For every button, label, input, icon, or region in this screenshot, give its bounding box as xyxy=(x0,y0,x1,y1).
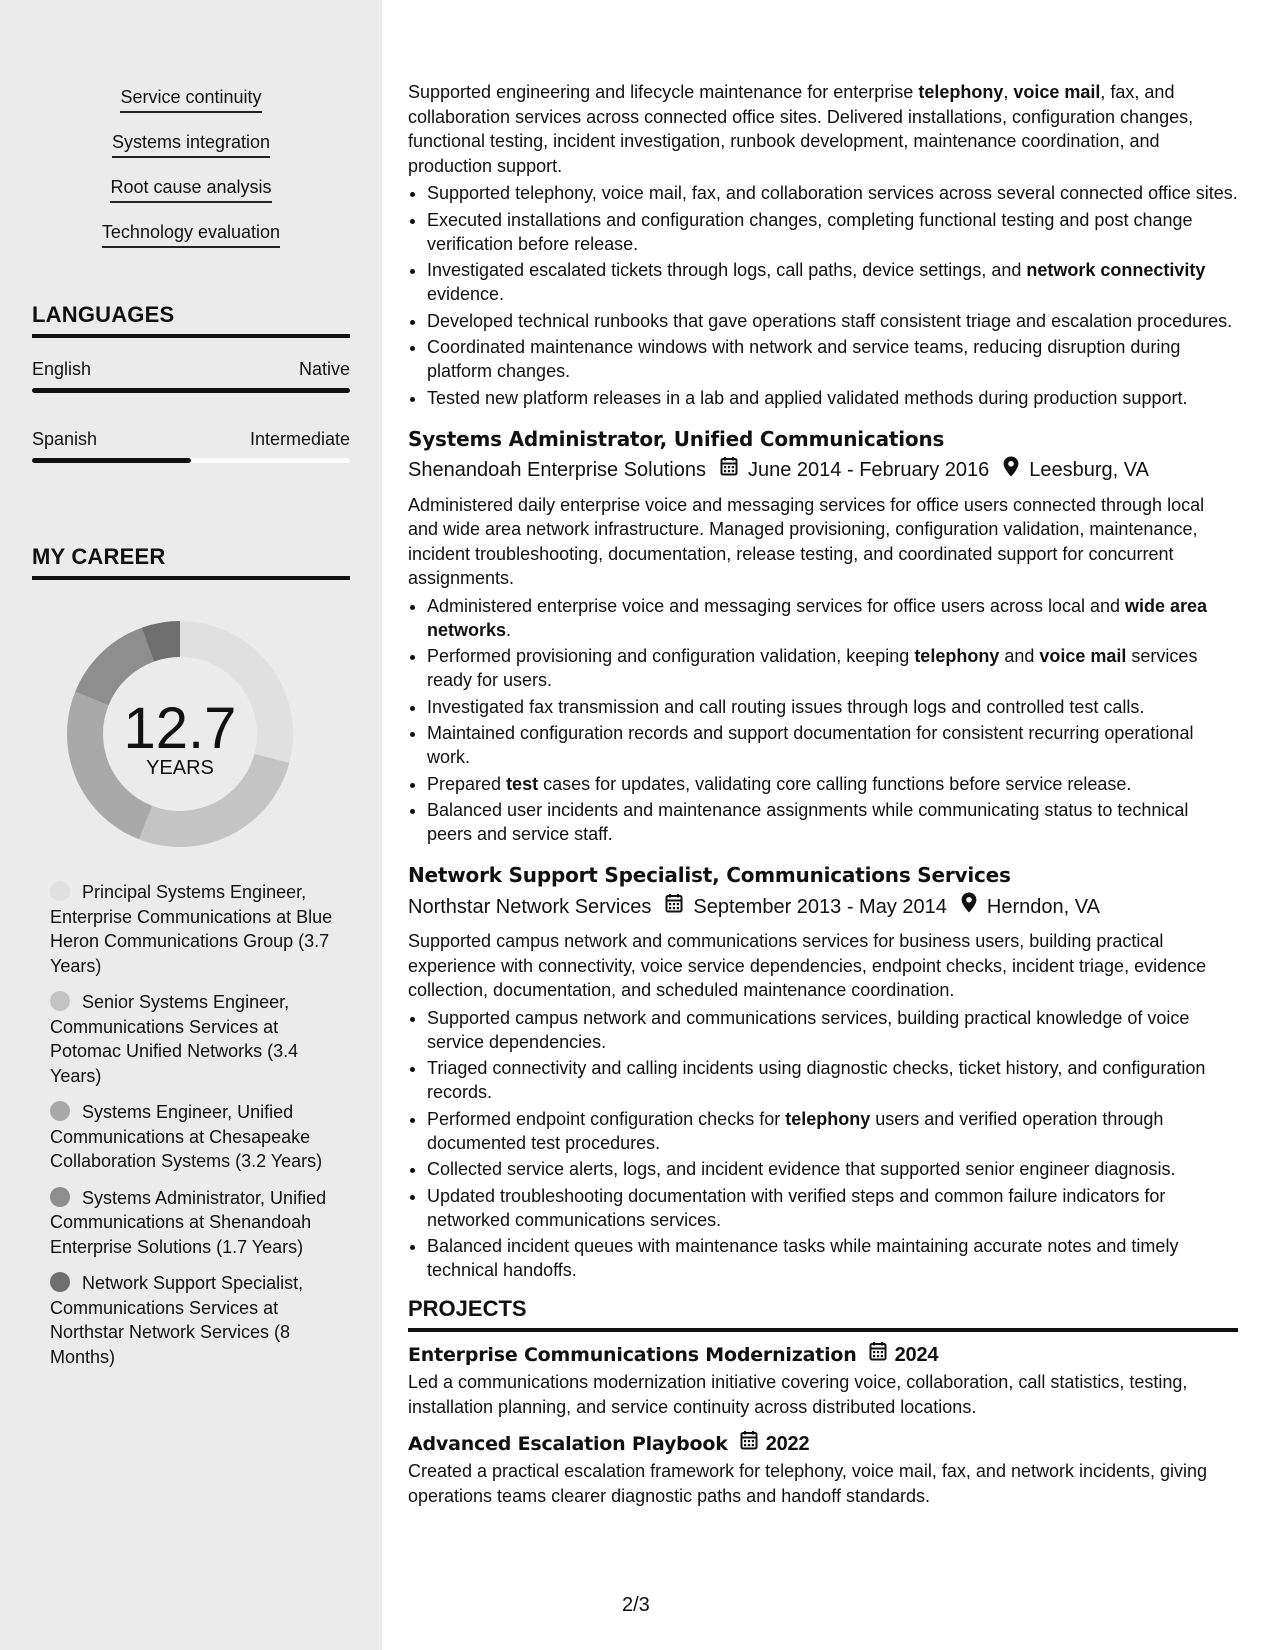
main-content xyxy=(408,0,1238,1650)
project-description: Led a communications modernization initiative covering voice, collaboration, call statistics, testing, installation planning, and service continuity across distributed locations. xyxy=(408,1372,1188,1417)
bullet-item: • Balanced incident queues with maintenance tasks while maintaining accurate notes and timely technical handoffs. xyxy=(427,1234,1238,1282)
bullet-item: • Developed technical runbooks that gave operations staff consistent triage and escalation procedures. xyxy=(427,309,1238,333)
job-meta xyxy=(408,456,1238,485)
project-title-row xyxy=(408,1340,1238,1370)
bullet-item: • Supported campus network and communications services, building practical knowledge of voice service dependencies. xyxy=(427,1006,1238,1054)
project-entry xyxy=(408,1340,1238,1419)
legend-item xyxy=(50,880,350,978)
location-pin-icon xyxy=(961,892,977,921)
career-donut-chart xyxy=(62,616,298,852)
bullet-item: • Collected service alerts, logs, and incident evidence that supported senior engineer diagnosis. xyxy=(427,1157,1238,1181)
project-description: Created a practical escalation framework for telephony, voice mail, fax, and network incidents, giving operations teams clearer diagnostic paths and handoff standards. xyxy=(408,1461,1208,1506)
job-meta xyxy=(408,892,1238,921)
bullet-item: • Updated troubleshooting documentation with verified steps and common failure indicators for networked communications services. xyxy=(427,1184,1238,1232)
bullet-item: • Maintained configuration records and support documentation for consistent recurring operational work. xyxy=(427,721,1238,769)
legend-item xyxy=(50,1186,350,1260)
skill-item: Technology evaluation xyxy=(102,221,280,248)
legend-label: Systems Engineer, Unified Communications at Chesapeake Collaboration Systems (3.2 Years) xyxy=(50,1102,323,1171)
bullet-item: • Performed endpoint configuration checks for telephony users and verified operation through documented test procedures. xyxy=(427,1107,1238,1155)
location-pin-icon xyxy=(1003,456,1019,485)
language-spanish xyxy=(32,428,350,463)
bullet-item: • Performed provisioning and configuration validation, keeping telephony and voice mail services ready for users. xyxy=(427,644,1238,692)
job-description: Supported engineering and lifecycle maintenance for enterprise telephony, voice mail, fax, and collaboration services across connected office sites. Delivered installations, configuration changes, functional testing, incident investigation, runbook development, maintenance coordination, and production support. xyxy=(408,82,1194,176)
skill-item: Root cause analysis xyxy=(110,176,271,203)
project-year: 2022 xyxy=(765,1433,810,1455)
bullet-item: • Investigated fax transmission and call routing issues through logs and controlled test calls. xyxy=(427,695,1238,719)
language-level: Native xyxy=(298,359,350,379)
job-dates: June 2014 - February 2016 xyxy=(748,459,990,481)
languages-heading: LANGUAGES xyxy=(32,302,350,338)
job-bullets xyxy=(408,594,1238,847)
legend-dot-icon xyxy=(50,991,70,1011)
sidebar xyxy=(0,0,382,1650)
career-legend xyxy=(50,880,350,1381)
legend-label: Systems Administrator, Unified Communications at Shenandoah Enterprise Solutions (1.7 Years) xyxy=(50,1187,327,1257)
job-title: Systems Administrator, Unified Communications xyxy=(408,426,945,451)
skills-list xyxy=(0,86,382,266)
legend-item xyxy=(50,1271,350,1369)
career-total: 12.7 xyxy=(123,696,237,761)
job-entry-3 xyxy=(408,860,1238,1282)
bullet-item: • Executed installations and configuration changes, completing functional testing and post change verification before release. xyxy=(427,208,1238,256)
legend-label: Network Support Specialist, Communications Services at Northstar Network Services (8 Months) xyxy=(50,1273,304,1367)
bullet-item: • Tested new platform releases in a lab and applied validated methods during production support. xyxy=(427,386,1238,410)
language-bar xyxy=(32,388,350,393)
language-name: Spanish xyxy=(32,429,98,449)
legend-dot-icon xyxy=(50,881,70,901)
job-description: Administered daily enterprise voice and messaging services for office users connected through local and wide area network infrastructure. Managed provisioning, configuration validation, maintenance, incident troubleshooting, documentation, release testing, and coordinated support for concurrent assignments. xyxy=(408,494,1205,588)
projects-heading: PROJECTS xyxy=(408,1296,1238,1332)
experience-flow xyxy=(408,80,1238,1508)
career-unit: YEARS xyxy=(146,757,214,779)
legend-label: Senior Systems Engineer, Communications Services at Potomac Unified Networks (3.4 Years) xyxy=(50,992,299,1086)
project-title: Advanced Escalation Playbook xyxy=(408,1433,728,1455)
job-bullets xyxy=(408,1006,1238,1283)
job-bullets xyxy=(408,181,1238,410)
donut-segment-4 xyxy=(75,628,154,705)
bullet-item: • Coordinated maintenance windows with network and service teams, reducing disruption during platform changes. xyxy=(427,335,1238,383)
project-title-row xyxy=(408,1429,1238,1459)
calendar-icon xyxy=(740,1429,758,1459)
project-entry xyxy=(408,1429,1238,1508)
bullet-item: • Prepared test cases for updates, validating core calling functions before service release. xyxy=(427,772,1238,796)
career-heading: MY CAREER xyxy=(32,544,350,580)
legend-dot-icon xyxy=(50,1101,70,1121)
language-bar-fill xyxy=(32,388,350,393)
language-level: Intermediate xyxy=(249,429,350,449)
language-bar xyxy=(32,458,350,463)
job-dates: September 2013 - May 2014 xyxy=(693,895,947,918)
bullet-item: • Triaged connectivity and calling incidents using diagnostic checks, ticket history, and configuration records. xyxy=(427,1056,1238,1104)
job-company: Shenandoah Enterprise Solutions xyxy=(408,459,706,481)
calendar-icon xyxy=(665,893,683,921)
legend-dot-icon xyxy=(50,1187,70,1207)
project-title: Enterprise Communications Modernization xyxy=(408,1344,857,1366)
bullet-item: • Investigated escalated tickets through logs, call paths, device settings, and network connectivity evidence. xyxy=(427,258,1238,306)
job-location: Leesburg, VA xyxy=(1029,459,1149,481)
bullet-item: • Supported telephony, voice mail, fax, and collaboration services across several connected office sites. xyxy=(427,181,1238,205)
language-name: English xyxy=(32,359,92,379)
calendar-icon xyxy=(869,1340,887,1370)
job-company: Northstar Network Services xyxy=(408,895,652,918)
legend-item xyxy=(50,990,350,1088)
legend-item xyxy=(50,1100,350,1174)
calendar-icon xyxy=(720,456,738,484)
job-location: Herndon, VA xyxy=(986,895,1100,918)
skill-item: Service continuity xyxy=(120,86,261,113)
legend-label: Principal Systems Engineer, Enterprise Communications at Blue Heron Communications Group (3.7 Years) xyxy=(50,882,333,976)
bullet-item: • Administered enterprise voice and messaging services for office users across local and wide area networks. xyxy=(427,594,1238,642)
page-number: 2/3 xyxy=(622,1594,650,1616)
bullet-item: • Balanced user incidents and maintenance assignments while communicating status to technical peers and service staff. xyxy=(427,798,1238,846)
language-english xyxy=(32,358,350,393)
job-entry-1 xyxy=(408,80,1238,410)
legend-dot-icon xyxy=(50,1272,70,1292)
project-year: 2024 xyxy=(894,1344,939,1366)
job-entry-2 xyxy=(408,424,1238,847)
skill-item: Systems integration xyxy=(112,131,270,158)
language-bar-fill xyxy=(32,458,191,463)
job-description: Supported campus network and communications services for business users, building practical experience with connectivity, voice service dependencies, endpoint checks, incident triage, evidence collection, documentation, and scheduled maintenance coordination. xyxy=(408,931,1207,1000)
job-title: Network Support Specialist, Communications Services xyxy=(408,863,1011,887)
